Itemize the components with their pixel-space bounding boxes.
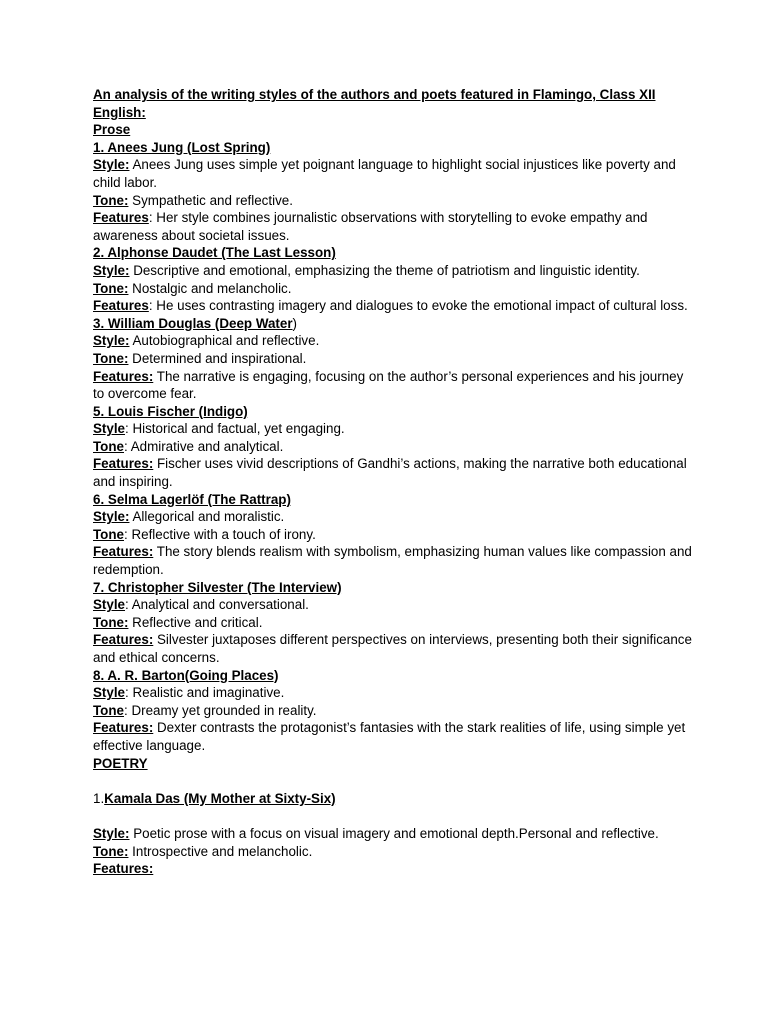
author-heading-line	[93, 315, 693, 333]
heading-tail: )	[292, 315, 298, 331]
tone-line	[93, 350, 693, 368]
style-line	[93, 596, 693, 614]
tone-line	[93, 280, 693, 298]
style-text: Autobiographical and reflective.	[129, 333, 320, 349]
tone-line	[93, 526, 693, 544]
tone-line	[93, 192, 693, 210]
document-page	[93, 86, 693, 878]
prose-entry	[93, 315, 693, 403]
tone-separator: :	[124, 702, 128, 718]
document-title: An analysis of the writing styles of the authors and poets featured in Flamingo, Class XII English:	[93, 87, 656, 120]
tone-label: Tone	[93, 702, 124, 718]
tone-text: Determined and inspirational.	[128, 350, 307, 366]
features-separator: :	[148, 298, 153, 314]
features-label: Features:	[93, 720, 154, 736]
tone-line	[93, 702, 693, 720]
style-text: Descriptive and emotional, emphasizing the theme of patriotism and linguistic identity.	[129, 262, 640, 278]
author-heading-line	[93, 667, 693, 685]
spacer	[93, 772, 693, 790]
tone-label: Tone:	[93, 192, 129, 208]
poem-style-line	[93, 825, 693, 843]
features-line	[93, 631, 693, 666]
tone-text: Reflective with a touch of irony.	[127, 526, 316, 542]
author-heading: 3. William Douglas (Deep Water	[93, 315, 293, 331]
features-text: Her style combines journalistic observations with storytelling to evoke empathy and awareness about societal issues.	[93, 210, 648, 243]
features-text: Dexter contrasts the protagonist’s fantasies with the stark realities of life, using simple yet effective language.	[93, 720, 686, 753]
style-label: Style:	[93, 509, 130, 525]
tone-text: Nostalgic and melancholic.	[128, 280, 292, 296]
tone-text: Dreamy yet grounded in reality.	[127, 702, 317, 718]
features-text: Silvester juxtaposes different perspectives on interviews, presenting both their significance and ethical concerns.	[93, 632, 692, 665]
author-heading: 5. Louis Fischer (Indigo)	[93, 403, 248, 419]
style-label: Style:	[93, 333, 130, 349]
style-text: Poetic prose with a focus on visual imagery and emotional depth.Personal and reflective.	[129, 825, 659, 841]
prose-entry	[93, 139, 693, 245]
prose-entry	[93, 244, 693, 314]
features-label: Features:	[93, 861, 154, 877]
style-line	[93, 332, 693, 350]
features-line	[93, 543, 693, 578]
tone-separator: :	[124, 526, 128, 542]
style-line	[93, 420, 693, 438]
tone-line	[93, 614, 693, 632]
features-separator: :	[148, 210, 153, 226]
features-label: Features	[93, 210, 149, 226]
style-label: Style:	[93, 262, 130, 278]
author-heading: 2. Alphonse Daudet (The Last Lesson)	[93, 245, 336, 261]
features-text: The narrative is engaging, focusing on the author’s personal experiences and his journey to overcome fear.	[93, 368, 684, 402]
style-text: Allegorical and moralistic.	[129, 509, 285, 525]
tone-text: Admirative and analytical.	[127, 438, 284, 454]
prose-entry	[93, 403, 693, 491]
prose-entry	[93, 491, 693, 579]
poem-number: 1.	[93, 790, 105, 806]
tone-line	[93, 438, 693, 456]
style-label: Style	[93, 597, 126, 613]
style-separator: :	[125, 685, 129, 701]
features-line	[93, 368, 693, 403]
features-label: Features:	[93, 632, 154, 648]
author-heading: 8. A. R. Barton(Going Places)	[93, 667, 279, 683]
features-line	[93, 719, 693, 754]
style-label: Style:	[93, 157, 130, 173]
style-separator: :	[125, 421, 129, 437]
features-label: Features	[93, 298, 149, 314]
style-line	[93, 508, 693, 526]
features-text: The story blends realism with symbolism, emphasizing human values like compassion and redemption.	[93, 544, 692, 578]
poem-heading-line	[93, 790, 693, 808]
style-label: Style:	[93, 825, 130, 841]
style-line	[93, 684, 693, 702]
poem-tone-line	[93, 843, 693, 861]
tone-separator: :	[124, 438, 128, 454]
poetry-heading: POETRY	[93, 755, 148, 771]
author-heading-line	[93, 244, 693, 262]
poem-heading: Kamala Das (My Mother at Sixty-Six)	[104, 790, 336, 806]
tone-label: Tone:	[93, 614, 129, 630]
features-label: Features:	[93, 544, 154, 560]
tone-text: Reflective and critical.	[128, 614, 263, 630]
tone-label: Tone:	[93, 843, 129, 859]
tone-text: Introspective and melancholic.	[128, 843, 313, 859]
prose-entry	[93, 667, 693, 755]
author-heading-line	[93, 139, 693, 157]
style-separator: :	[125, 597, 129, 613]
prose-section	[93, 139, 693, 755]
style-text: Analytical and conversational.	[128, 597, 309, 613]
features-text: He uses contrasting imagery and dialogues to evoke the emotional impact of cultural loss.	[152, 298, 688, 314]
features-text: Fischer uses vivid descriptions of Gandhi’s actions, making the narrative both educational and inspiring.	[93, 456, 687, 490]
tone-label: Tone	[93, 526, 124, 542]
style-label: Style	[93, 421, 126, 437]
author-heading: 1. Anees Jung (Lost Spring)	[93, 139, 271, 155]
style-line	[93, 262, 693, 280]
spacer	[93, 807, 693, 825]
features-line	[93, 455, 693, 490]
prose-entry	[93, 579, 693, 667]
prose-heading: Prose	[93, 122, 131, 138]
author-heading: 7. Christopher Silvester (The Interview)	[93, 579, 342, 595]
author-heading: 6. Selma Lagerlöf (The Rattrap)	[93, 491, 291, 507]
features-line	[93, 209, 693, 244]
style-text: Anees Jung uses simple yet poignant language to highlight social injustices like poverty and child labor.	[93, 157, 676, 190]
features-line	[93, 297, 693, 315]
tone-label: Tone:	[93, 350, 129, 366]
style-label: Style	[93, 685, 126, 701]
features-label: Features:	[93, 456, 154, 472]
tone-label: Tone	[93, 438, 124, 454]
author-heading-line	[93, 403, 693, 421]
author-heading-line	[93, 579, 693, 597]
style-line	[93, 156, 693, 191]
tone-text: Sympathetic and reflective.	[128, 192, 293, 208]
style-text: Historical and factual, yet engaging.	[128, 421, 345, 437]
features-label: Features:	[93, 368, 154, 384]
style-text: Realistic and imaginative.	[128, 685, 285, 701]
author-heading-line	[93, 491, 693, 509]
poem-features-line	[93, 860, 693, 878]
tone-label: Tone:	[93, 280, 129, 296]
